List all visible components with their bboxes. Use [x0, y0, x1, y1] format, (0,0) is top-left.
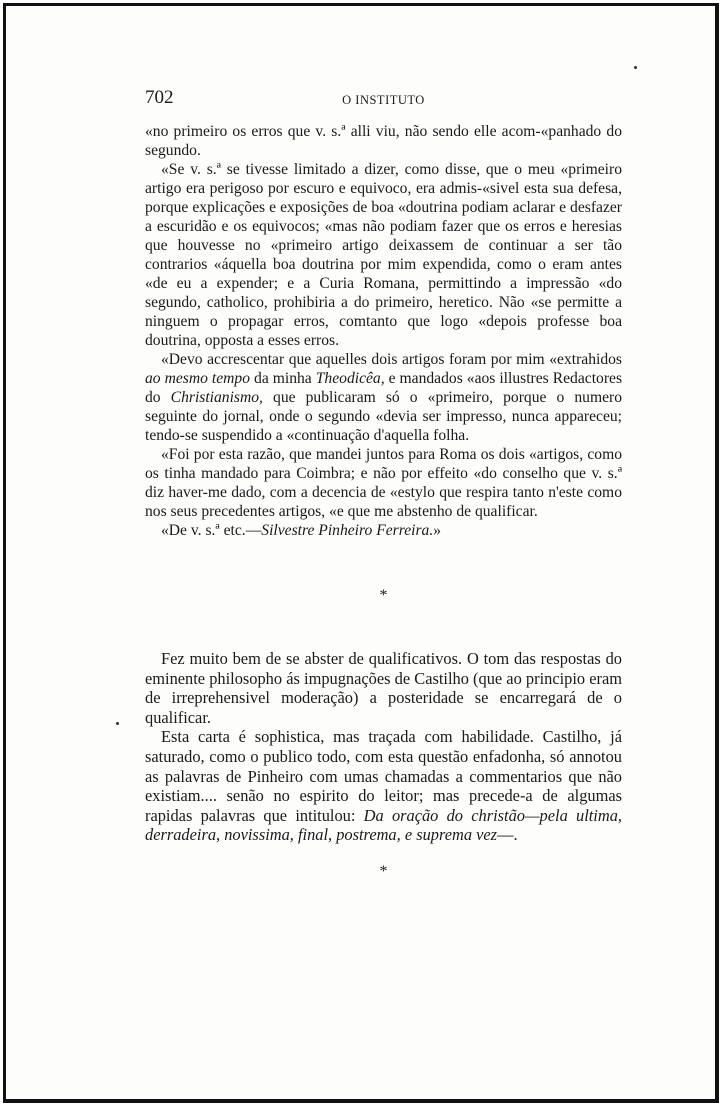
letter-signature: «De v. s.ª etc.—Silvestre Pinheiro Ferreira.»	[161, 522, 442, 539]
letter-quotation	[145, 122, 622, 540]
commentary	[145, 649, 622, 845]
print-speck	[634, 66, 637, 69]
book-page	[145, 88, 622, 881]
running-header	[145, 88, 622, 112]
letter-paragraph: «Devo accrescentar que aquelles dois artigos foram por mim «extrahidos ao mesmo tempo da minha Theodicêa, e mandados «aos illustres Redactores do Christianismo, que publicaram só o «primeiro, porque o numero seguinte do jornal, onde o segundo «devia ser impresso, nunca appareceu; tendo-se suspendido a «continuação d'aquella folha.	[145, 351, 623, 444]
page-number: 702	[145, 87, 174, 108]
letter-paragraph: «no primeiro os erros que v. s.ª alli viu, não sendo elle acom-«panhado do segundo.	[145, 123, 622, 159]
letter-paragraph: «Foi por esta razão, que mandei juntos para Roma os dois «artigos, como os tinha mandado para Coimbra; e não por effeito «do conselho que v. s.ª diz haver-me dado, com a decencia de «estylo que respira tanto n'este como nos seus precedentes artigos, «e que me abstenho de qualificar.	[145, 446, 622, 520]
letter-paragraph: «Se v. s.ª se tivesse limitado a dizer, como disse, que o meu «primeiro artigo era perigoso por escuro e equivoco, era admis-«sivel esta sua defesa, porque explicações e exposições de boa «doutrina podiam aclarar e desfazer a escuridão e os equivocos; «mas não podiam fazer que os erros e heresias que houvesse no «primeiro artigo deixassem de continuar a ser tão contrarios «áquella boa doutrina por mim expendida, como o eram antes «de eu a expender; e a Curia Romana, permittindo a impressão «do segundo, catholico, prohibiria a do primeiro, heretico. Não «se permitte a ninguem o propagar erros, comtanto que logo «depois professe boa doutrina, opposta a esses erros.	[145, 161, 622, 349]
running-title: O INSTITUTO	[342, 93, 425, 107]
print-speck	[116, 722, 119, 725]
commentary-paragraph: Esta carta é sophistica, mas traçada com habilidade. Castilho, já saturado, como o publico todo, com esta questão enfadonha, só annotou as palavras de Pinheiro com umas chamadas a commentarios que não existiam.... senão no espirito do leitor; mas precede-a de algumas rapidas palavras que intitulou: Da oração do christão—pela ultima, derradeira, novissima, final, postrema, e suprema vez—.	[145, 727, 622, 845]
section-separator: *	[379, 587, 388, 604]
section-separator: *	[379, 862, 388, 880]
commentary-paragraph: Fez muito bem de se abster de qualificativos. O tom das respostas do eminente philosopho ás impugnações de Castilho (que ao principio eram de irreprehensivel moderação) a posteridade se encarregará de o qualificar.	[145, 649, 622, 727]
